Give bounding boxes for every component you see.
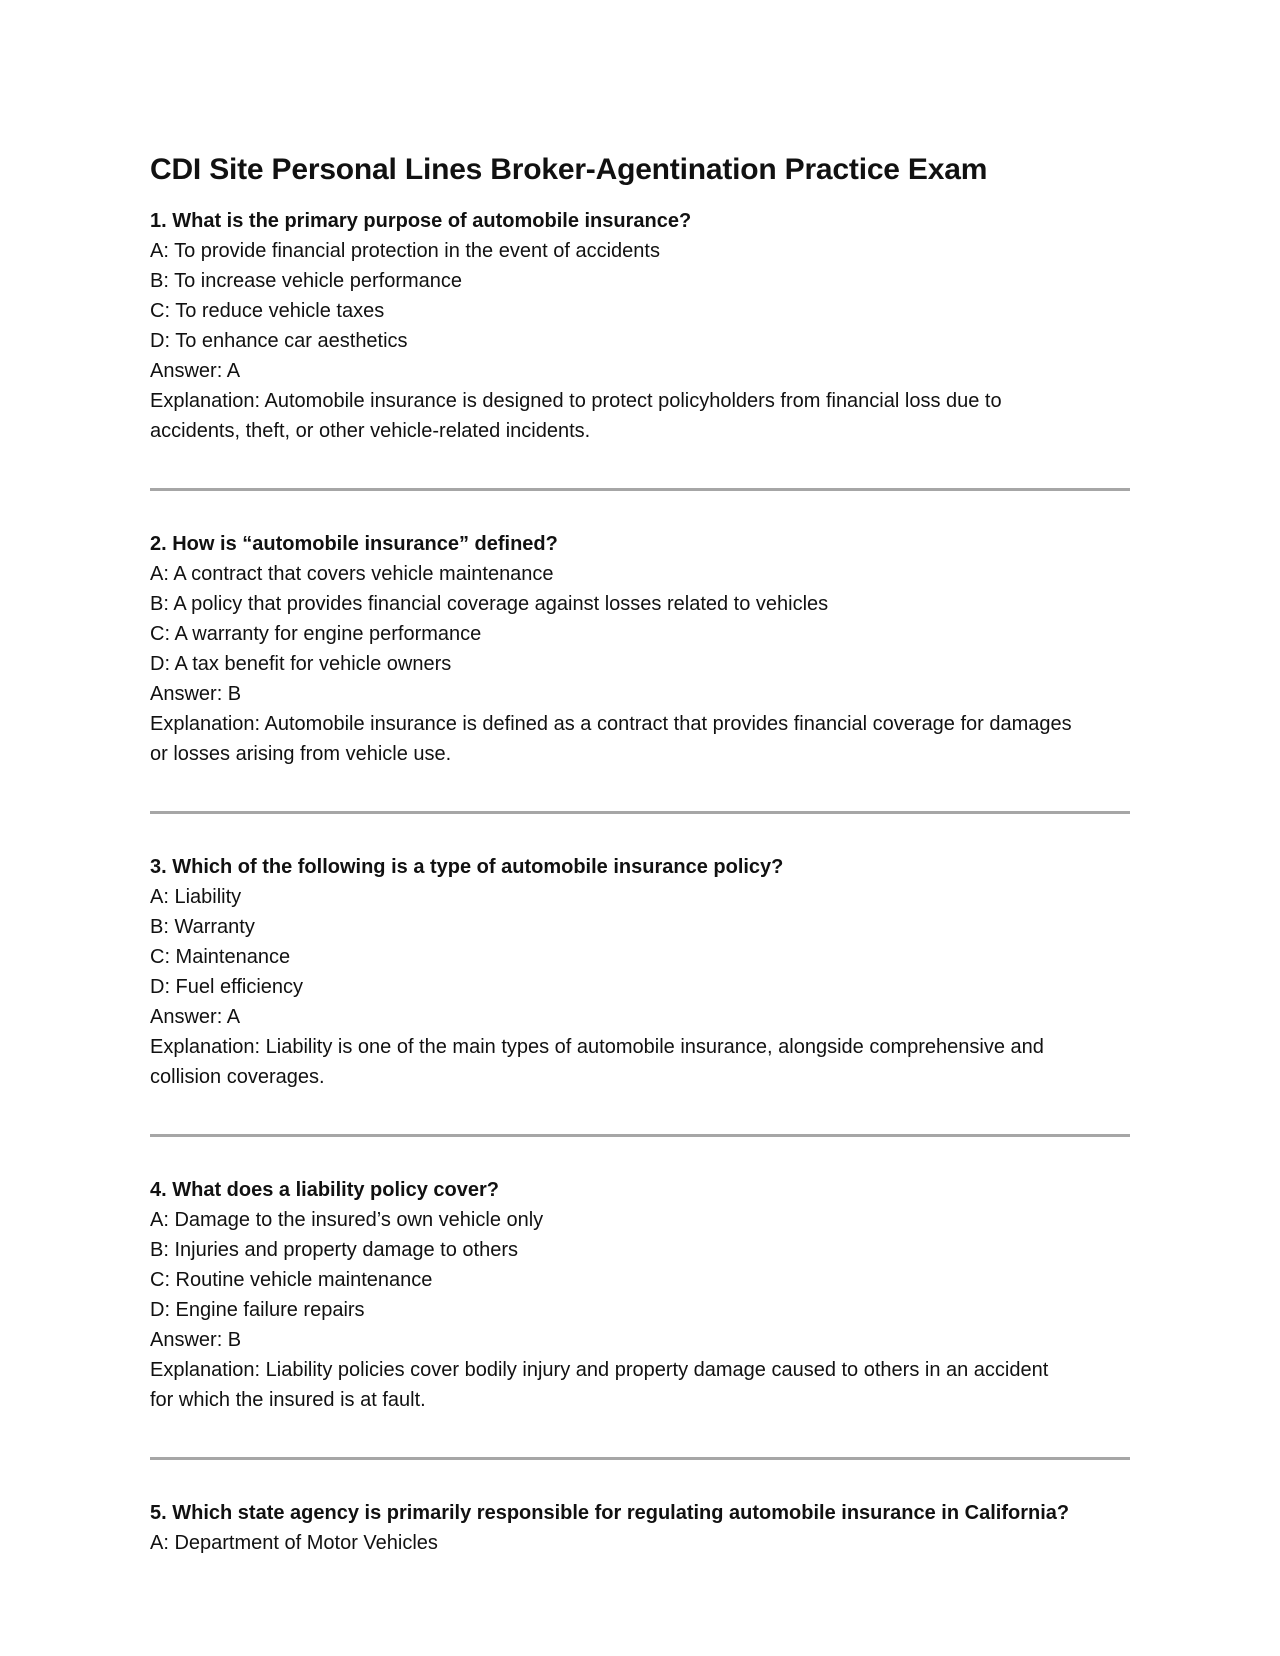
option-b: B: Injuries and property damage to others — [150, 1239, 518, 1261]
option-b: B: Warranty — [150, 916, 255, 938]
question-block-2 — [150, 529, 1130, 769]
option-b: B: To increase vehicle performance — [150, 270, 463, 292]
option-c: C: To reduce vehicle taxes — [150, 300, 385, 322]
explanation-line: Explanation: Liability policies cover bodily injury and property damage caused to others in an accident — [150, 1359, 1049, 1381]
answer-text: Answer: A — [150, 360, 241, 382]
option-d: D: To enhance car aesthetics — [150, 330, 408, 352]
answer-text: Answer: B — [150, 1329, 242, 1351]
question-text: 5. Which state agency is primarily responsible for regulating automobile insurance in California? — [150, 1502, 1070, 1524]
option-a: A: A contract that covers vehicle maintenance — [150, 563, 554, 585]
option-c: C: Routine vehicle maintenance — [150, 1269, 433, 1291]
section-divider — [150, 1134, 1130, 1137]
question-block-1 — [150, 206, 1130, 446]
explanation-line: for which the insured is at fault. — [150, 1389, 426, 1411]
option-d: D: Engine failure repairs — [150, 1299, 365, 1321]
explanation-line: Explanation: Automobile insurance is designed to protect policyholders from financial loss due to — [150, 390, 1002, 412]
question-block-5 — [150, 1498, 1130, 1558]
section-divider — [150, 488, 1130, 491]
explanation-line: Explanation: Liability is one of the main types of automobile insurance, alongside comprehensive and — [150, 1036, 1044, 1058]
option-c: C: A warranty for engine performance — [150, 623, 482, 645]
section-divider — [150, 811, 1130, 814]
option-a: A: To provide financial protection in the event of accidents — [150, 240, 660, 262]
question-block-3 — [150, 852, 1130, 1092]
explanation-line: accidents, theft, or other vehicle-related incidents. — [150, 420, 591, 442]
section-divider — [150, 1457, 1130, 1460]
question-text: 1. What is the primary purpose of automobile insurance? — [150, 210, 692, 232]
question-text: 2. How is “automobile insurance” defined? — [150, 533, 558, 555]
question-text: 3. Which of the following is a type of automobile insurance policy? — [150, 856, 784, 878]
document-page — [150, 150, 1130, 1558]
page-title: CDI Site Personal Lines Broker-Agentination Practice Exam — [150, 153, 988, 186]
option-b: B: A policy that provides financial coverage against losses related to vehicles — [150, 593, 829, 615]
explanation-line: collision coverages. — [150, 1066, 325, 1088]
question-text: 4. What does a liability policy cover? — [150, 1179, 499, 1201]
option-a: A: Department of Motor Vehicles — [150, 1532, 438, 1554]
answer-text: Answer: A — [150, 1006, 241, 1028]
option-d: D: Fuel efficiency — [150, 976, 304, 998]
answer-text: Answer: B — [150, 683, 242, 705]
explanation-line: Explanation: Automobile insurance is defined as a contract that provides financial coverage for damages — [150, 713, 1072, 735]
option-c: C: Maintenance — [150, 946, 291, 968]
question-block-4 — [150, 1175, 1130, 1415]
option-a: A: Liability — [150, 886, 242, 908]
explanation-line: or losses arising from vehicle use. — [150, 743, 452, 765]
option-d: D: A tax benefit for vehicle owners — [150, 653, 452, 675]
option-a: A: Damage to the insured’s own vehicle only — [150, 1209, 544, 1231]
